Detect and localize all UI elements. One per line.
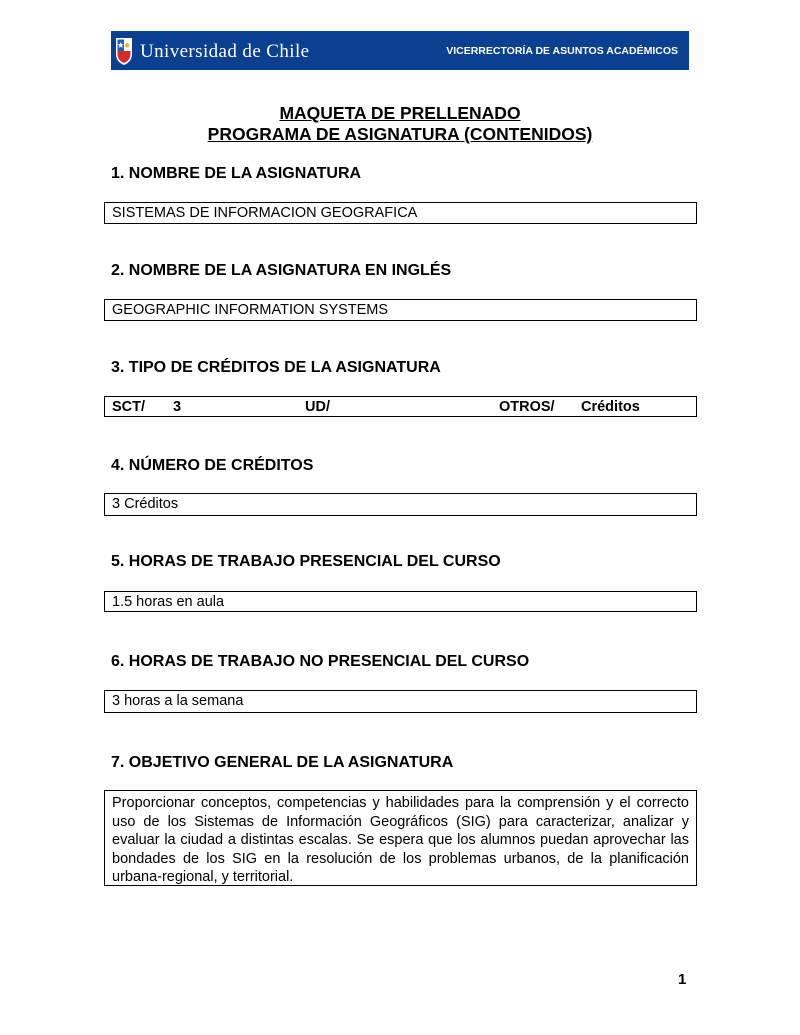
credit-type-row <box>104 396 697 417</box>
section-4-heading: 4. NÚMERO DE CRÉDITOS <box>111 457 314 474</box>
page-number: 1 <box>678 971 687 988</box>
document-title-line2: PROGRAMA DE ASIGNATURA (CONTENIDOS) <box>207 124 593 144</box>
ud-label: UD/ <box>305 399 330 415</box>
vicerrectoria-label: VICERRECTORÍA DE ASUNTOS ACADÉMICOS <box>446 45 678 57</box>
general-objective-field: Proporcionar conceptos, competencias y habilidades para la comprensión y el correcto uso de los Sistemas de Información Geográficos (SIG) para caracterizar, analizar y evaluar la ciudad a distintas escalas. Se espera que los alumnos puedan aprovechar las bondades de los SIG en la resolución de los problemas urbanos, de la planificación urbana-regional, y territorial. <box>104 790 697 886</box>
otros-label: OTROS/ <box>499 399 555 415</box>
independent-hours-field: 3 horas a la semana <box>104 690 697 713</box>
section-5-heading: 5. HORAS DE TRABAJO PRESENCIAL DEL CURSO <box>111 553 501 570</box>
university-crest-icon <box>113 34 135 68</box>
contact-hours-field: 1.5 horas en aula <box>104 591 697 612</box>
document-title-line1: MAQUETA DE PRELLENADO <box>279 103 521 123</box>
section-3-heading: 3. TIPO DE CRÉDITOS DE LA ASIGNATURA <box>111 359 441 376</box>
section-6-heading: 6. HORAS DE TRABAJO NO PRESENCIAL DEL CURSO <box>111 653 530 670</box>
section-2-heading: 2. NOMBRE DE LA ASIGNATURA EN INGLÉS <box>111 262 452 279</box>
course-name-field: SISTEMAS DE INFORMACION GEOGRAFICA <box>104 202 697 224</box>
course-name-english-field: GEOGRAPHIC INFORMATION SYSTEMS <box>104 299 697 321</box>
sct-value: 3 <box>173 399 182 415</box>
sct-label: SCT/ <box>112 399 146 415</box>
creditos-label: Créditos <box>581 399 640 415</box>
section-7-heading: 7. OBJETIVO GENERAL DE LA ASIGNATURA <box>111 754 454 771</box>
credit-number-field: 3 Créditos <box>104 493 697 516</box>
university-name: Universidad de Chile <box>140 41 310 62</box>
section-1-heading: 1. NOMBRE DE LA ASIGNATURA <box>111 165 362 182</box>
